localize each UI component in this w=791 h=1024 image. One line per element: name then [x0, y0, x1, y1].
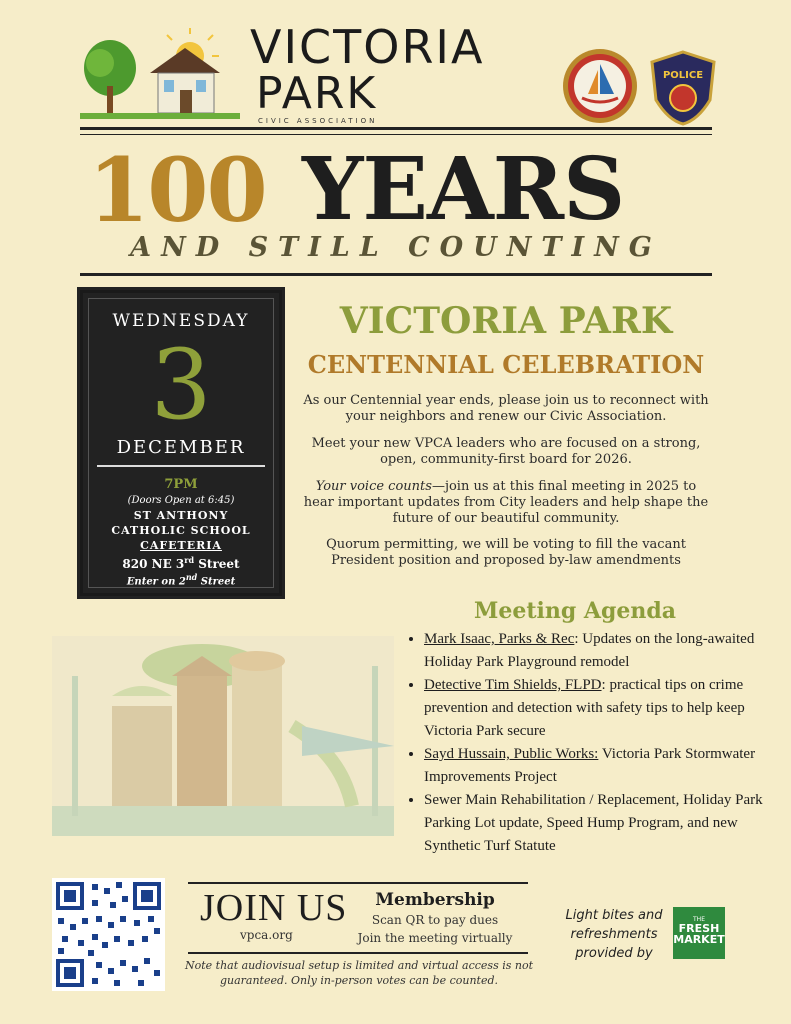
brand-name-line1: VICTORIA: [250, 20, 485, 74]
fresh-market-logo: [673, 907, 725, 959]
av-note: Note that audiovisual setup is limited and virtual access is not guaranteed. Only in-person votes can be counted.: [184, 959, 534, 987]
website-link[interactable]: vpca.org: [240, 928, 293, 942]
voice-paragraph: Your voice counts—join us at this final meeting in 2025 to hear important updates from City leaders and help shape the future of our beautiful community.: [303, 479, 709, 526]
event-weekday: WEDNESDAY: [112, 311, 250, 331]
venue-entrance: Enter on 2nd Street: [126, 572, 236, 588]
event-day-number: 3: [150, 329, 212, 441]
join-us-heading: JOIN US: [200, 887, 348, 929]
venue-line2: CATHOLIC SCHOOL: [111, 524, 251, 537]
join-rule-bottom: [188, 952, 528, 954]
fresh-market-top: THE: [693, 916, 705, 923]
hero-rule-bottom: [80, 273, 712, 276]
membership-title: Membership: [375, 890, 495, 910]
hero-word: YEARS: [302, 139, 625, 240]
qr-code[interactable]: [52, 878, 165, 991]
brand-name-line2: PARK: [256, 68, 378, 119]
join-rule-top: [188, 882, 528, 884]
venue-address: 820 NE 3rd Street: [122, 555, 240, 571]
quorum-paragraph: Quorum permitting, we will be voting to fill the vacant President position and proposed by-law amendments: [326, 537, 686, 568]
police-badge-icon: [645, 50, 721, 126]
venue-line1: ST ANTHONY: [133, 509, 229, 522]
playground-illustration: [52, 636, 394, 836]
svg-text:POLICE: POLICE: [662, 70, 704, 81]
agenda-list: [404, 628, 774, 858]
agenda-item: • Detective Tim Shields, FLPD: practical tips on crime prevention and detection with safety tips to help keep Victoria Park secure: [424, 674, 774, 743]
hero-tagline: AND STILL COUNTING: [130, 232, 662, 263]
venue-line3: CAFETERIA: [140, 539, 222, 552]
intro-paragraph: As our Centennial year ends, please join us to reconnect with your neighbors and renew our Civic Association.: [303, 393, 709, 424]
header-rule-thin: [80, 134, 712, 135]
membership-line2: Join the meeting virtually: [357, 931, 513, 945]
agenda-item: • Sayd Hussain, Public Works: Victoria Park Stormwater Improvements Project: [424, 743, 774, 789]
leaders-paragraph: Meet your new VPCA leaders who are focused on a strong, open, community-first board for 2026.: [311, 436, 701, 467]
event-month: DECEMBER: [116, 437, 246, 458]
event-doors-open: (Doors Open at 6:45): [127, 495, 235, 506]
celebration-subtitle: CENTENNIAL CELEBRATION: [307, 350, 705, 379]
celebration-title: VICTORIA PARK: [339, 300, 673, 342]
brand-subtitle: CIVIC ASSOCIATION: [258, 117, 378, 125]
agenda-item: • Sewer Main Rehabilitation / Replacement, Holiday Park Parking Lot update, Speed Hump Program, and new Synthetic Turf Statute: [424, 789, 774, 858]
victoria-park-house-logo: [80, 28, 240, 123]
fresh-market-name: FRESH MARKET: [673, 922, 725, 946]
hero-number: 100: [88, 138, 266, 242]
refreshments-text: Light bites and refreshments provided by: [565, 908, 663, 961]
city-seal-icon: [562, 48, 638, 124]
header-rule-top: [80, 127, 712, 130]
event-date-box: [80, 290, 282, 596]
agenda-title: Meeting Agenda: [474, 598, 676, 624]
agenda-item: • Mark Isaac, Parks & Rec: Updates on the long-awaited Holiday Park Playground remodel: [424, 628, 774, 674]
event-time: 7PM: [164, 477, 198, 492]
date-box-divider: [97, 465, 265, 467]
membership-line1: Scan QR to pay dues: [371, 913, 499, 927]
